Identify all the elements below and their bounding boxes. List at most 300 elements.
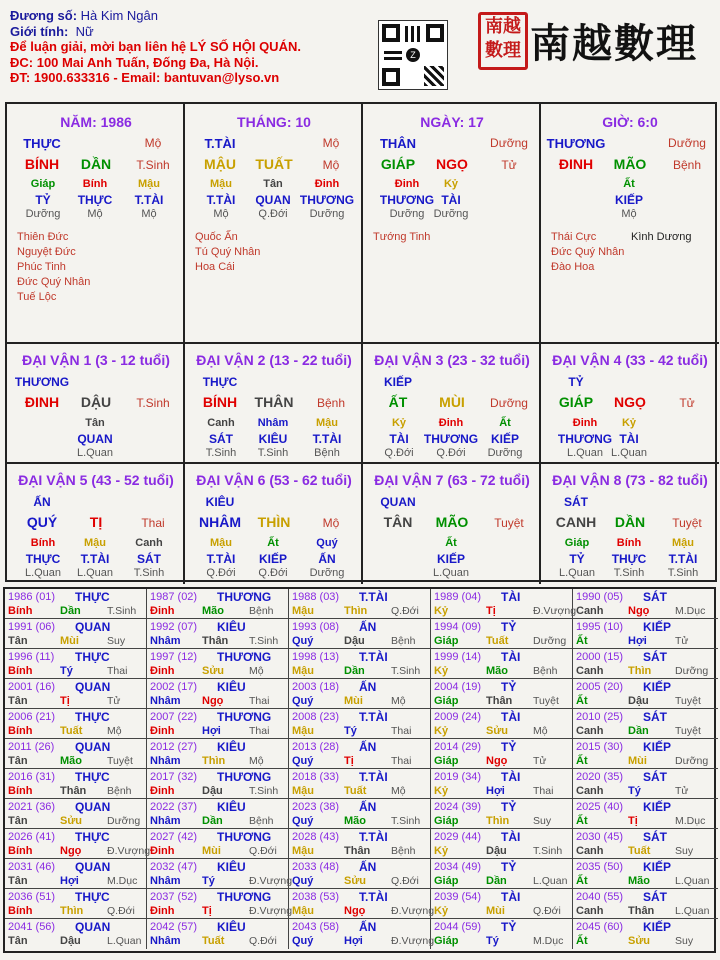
year-god: KIẾP [643,800,672,814]
year-label: 2000 (15) [576,651,624,663]
year-life: Đ.Vượng [107,845,151,857]
dai-van-hidden-life: Q.Đới [436,447,466,459]
pillar-top-god: THƯƠNG [546,136,606,151]
hidden-life: Dưỡng [25,208,61,220]
year-life: Mộ [391,785,406,797]
dai-van-hidden-god: QUAN [77,432,113,446]
year-stem: Đinh [150,665,175,677]
dai-van-god: THƯƠNG [14,375,70,389]
year-god: T.TÀI [359,770,388,784]
pillar-branch-life: Tử [501,158,517,172]
dai-van-branch: DẦN [614,514,646,530]
year-life: Q.Đới [391,875,419,887]
year-branch: Hợi [628,635,647,647]
year-god: KIẾP [643,860,672,874]
dai-van-branch: MÃO [435,514,469,530]
year-life: Bệnh [391,635,416,647]
annual-year-cell[interactable] [147,649,289,679]
annual-year-cell[interactable] [573,679,718,709]
year-branch: Tị [60,695,70,707]
annual-year-cell[interactable] [431,799,573,829]
dai-van-hidden-stem: Nhâm [257,417,289,429]
annual-year-cell[interactable] [147,619,289,649]
annual-year-cell[interactable] [147,829,289,859]
year-stem: Bính [8,905,33,917]
annual-year-cell[interactable] [573,589,718,619]
pillar-branch: NGỌ [436,156,468,172]
pillar-star: Đức Quý Nhân [551,246,625,258]
year-label: 1995 (10) [576,621,624,633]
annual-year-cell[interactable] [289,679,431,709]
year-god: TÀI [501,890,521,904]
year-god: ẤN [359,800,377,814]
year-branch: Tý [202,875,215,887]
year-branch: Tị [202,905,212,917]
year-stem: Quý [292,755,314,767]
dai-van-branch: NGỌ [614,394,646,410]
year-life: T.Sinh [391,665,421,677]
year-life: Mộ [391,695,406,707]
year-life: M.Dục [533,935,564,947]
hidden-life: Mộ [621,208,637,220]
dai-van-branch: MÙI [439,394,465,410]
dai-van-hidden-god: THỰC [25,552,61,566]
annual-year-cell[interactable] [147,709,289,739]
annual-year-cell[interactable] [5,649,147,679]
year-stem: Canh [576,605,604,617]
year-branch: Hợi [202,725,221,737]
annual-year-cell[interactable] [431,919,573,949]
annual-year-cell[interactable] [147,889,293,919]
annual-year-cell[interactable] [431,619,573,649]
annual-year-cell[interactable] [573,919,718,949]
dai-van-life: T.Sinh [136,396,170,410]
dai-van-hidden-stem: Mậu [316,417,338,429]
year-stem: Canh [576,725,604,737]
annual-year-cell[interactable] [5,769,147,799]
annual-year-cell[interactable] [147,589,289,619]
year-label: 2012 (27) [150,741,198,753]
year-stem: Nhâm [150,695,181,707]
annual-year-cell[interactable] [431,739,573,769]
year-life: L.Quan [675,905,710,917]
dai-van-hidden-stem: Mậu [84,537,106,549]
year-stem: Giáp [434,695,459,707]
dai-van-hidden-stem: Ất [445,537,457,549]
hidden-god: T.TÀI [206,193,236,207]
hidden-god: THỰC [77,193,113,207]
year-stem: Giáp [434,815,459,827]
annual-year-cell[interactable] [431,859,573,889]
year-branch: Thân [202,635,229,647]
year-branch: Mão [344,815,366,827]
annual-year-cell[interactable] [573,649,718,679]
annual-year-cell[interactable] [5,799,147,829]
year-life: Dưỡng [675,665,709,677]
annual-year-cell[interactable] [147,739,289,769]
pillar-stem: ĐINH [558,156,594,172]
year-god: ẤN [359,860,377,874]
year-branch: Tý [344,725,357,737]
dai-van-title: ĐẠI VẬN 1 (3 - 12 tuổi) [22,352,170,368]
dai-van-hidden-life: T.Sinh [257,447,289,459]
year-label: 2023 (38) [292,801,340,813]
year-label: 1990 (05) [576,591,624,603]
year-life: Thai [249,695,270,707]
dai-van-life: Dưỡng [490,396,528,410]
year-stem: Nhâm [150,935,181,947]
year-label: 2025 (40) [576,801,624,813]
year-label: 2004 (19) [434,681,482,693]
year-stem: Bính [8,845,33,857]
pillar-top-god: THỰC [23,136,61,151]
annual-year-cell[interactable] [289,709,431,739]
qr-code-icon[interactable]: Z [378,20,448,90]
annual-year-cell[interactable] [289,919,435,949]
year-branch: Tuất [486,635,509,647]
dai-van-hidden-stem: Kỷ [621,417,637,429]
annual-year-cell[interactable] [431,589,577,619]
year-life: T.Sinh [391,815,421,827]
annual-year-cell[interactable] [431,769,573,799]
dai-van-life: Mộ [322,516,340,530]
year-stem: Đinh [150,605,175,617]
year-life: Dưỡng [107,815,141,827]
annual-year-cell[interactable] [289,589,431,619]
annual-year-cell[interactable] [5,619,147,649]
year-label: 2037 (52) [150,891,198,903]
year-branch: Dậu [628,695,649,707]
annual-luck-grid [3,587,716,953]
dai-van-6 [185,464,363,584]
annual-year-cell[interactable] [431,829,573,859]
year-stem: Ất [576,695,588,707]
annual-year-cell[interactable] [431,889,573,919]
dai-van-hidden-god: ẤN [318,552,336,566]
year-life: Suy [107,635,126,647]
year-god: T.TÀI [359,710,388,724]
annual-year-cell[interactable] [573,799,718,829]
year-stem: Tân [8,875,28,887]
year-stem: Bính [8,605,33,617]
annual-year-cell[interactable] [289,739,431,769]
year-branch: Sửu [60,815,83,827]
year-branch: Dần [202,815,223,827]
year-life: Bệnh [391,845,416,857]
dai-van-hidden-life: T.Sinh [205,447,237,459]
pillar-star: Thái Cực [551,231,597,243]
year-label: 1989 (04) [434,591,482,603]
annual-year-cell[interactable] [5,889,147,919]
year-god: KIẾP [643,680,672,694]
year-label: 1994 (09) [434,621,482,633]
annual-year-cell[interactable] [573,859,718,889]
year-label: 2003 (18) [292,681,340,693]
year-stem: Mậu [292,785,314,797]
year-label: 2044 (59) [434,921,482,933]
year-life: Suy [533,815,552,827]
dai-van-god: TỶ [568,375,584,389]
year-god: QUAN [75,740,111,754]
year-life: T.Sinh [107,605,137,617]
year-stem: Bính [8,785,33,797]
year-god: T.TÀI [359,890,388,904]
year-label: 1999 (14) [434,651,482,663]
dai-van-3 [363,344,541,464]
year-life: Đ.Vượng [391,905,435,917]
hidden-god: THƯƠNG [299,193,355,207]
year-god: TÀI [501,590,521,604]
year-branch: Tuất [60,725,83,737]
year-branch: Sửu [202,665,225,677]
year-label: 1993 (08) [292,621,340,633]
year-life: Suy [675,935,694,947]
annual-year-cell[interactable] [5,589,147,619]
dai-van-hidden-life: Q.Đới [206,567,236,579]
dai-van-hidden-god: T.TÀI [312,432,342,446]
year-stem: Ất [576,635,588,647]
year-life: M.Dục [675,605,706,617]
annual-year-cell[interactable] [289,889,435,919]
pillar-star: Tướng Tinh [373,231,431,243]
year-god: KIẾP [643,620,672,634]
pillar-star: Phúc Tinh [17,261,66,273]
hidden-stem: Đinh [394,178,420,190]
year-branch: Thìn [628,665,652,677]
dai-van-title: ĐẠI VẬN 6 (53 - 62 tuổi) [196,472,352,488]
annual-year-cell[interactable] [147,919,289,949]
year-branch: Dần [486,875,507,887]
dai-van-hidden-god: KIẾP [258,552,287,566]
pillar-branch: TUẤT [255,156,293,172]
year-branch: Ngọ [202,695,224,707]
year-life: Q.Đới [249,935,277,947]
hidden-stem: Mậu [138,178,160,190]
year-label: 2017 (32) [150,771,198,783]
year-god: KIÊU [217,680,246,694]
dai-van-2 [185,344,363,464]
annual-year-cell[interactable] [289,769,431,799]
year-label: 2022 (37) [150,801,198,813]
year-life: Tuyệt [675,695,701,707]
year-god: TÀI [501,710,521,724]
dai-van-hidden-stem: Kỷ [391,417,407,429]
annual-year-cell[interactable] [289,859,431,889]
year-life: Thai [249,725,270,737]
year-stem: Ất [576,815,588,827]
year-stem: Kỷ [434,725,449,737]
annual-year-cell[interactable] [147,769,289,799]
year-god: THỰC [75,590,110,604]
dai-van-life: Bệnh [316,396,346,410]
year-branch: Tị [344,755,354,767]
pillars-grid [5,102,717,582]
year-stem: Đinh [150,905,175,917]
year-label: 2021 (36) [8,801,56,813]
year-branch: Dậu [60,935,81,947]
hidden-god: T.TÀI [134,193,164,207]
year-label: 2041 (56) [8,921,56,933]
year-god: SÁT [643,710,667,724]
pillar-extra-star: Kình Dương [631,231,692,243]
annual-year-cell[interactable] [573,889,718,919]
annual-year-cell[interactable] [573,739,718,769]
year-branch: Thìn [202,755,226,767]
year-god: THƯƠNG [217,590,272,604]
annual-year-cell[interactable] [573,769,718,799]
year-life: Thai [391,755,412,767]
dai-van-hidden-god: KIẾP [436,552,465,566]
dai-van-life: Tuyệt [494,516,524,530]
annual-year-cell[interactable] [147,859,293,889]
year-branch: Mùi [60,635,79,647]
year-stem: Canh [576,785,604,797]
year-stem: Giáp [434,635,459,647]
pillar-title: GIỜ: 6:0 [602,114,658,130]
year-branch: Sửu [486,725,509,737]
year-god: TỶ [501,620,517,634]
year-god: ẤN [359,920,377,934]
hidden-god: TỶ [35,193,51,207]
annual-year-cell[interactable] [289,619,431,649]
contact-line: Để luận giải, mời bạn liên hệ LÝ SỐ HỘI QUÁN. [10,39,301,54]
pillar-top-life: Mộ [322,136,340,150]
year-stem: Nhâm [150,815,181,827]
hidden-stem: Giáp [30,178,56,190]
year-label: 2035 (50) [576,861,624,873]
year-branch: Ngọ [486,755,508,767]
year-branch: Hợi [344,935,363,947]
year-god: THỰC [75,650,110,664]
year-stem: Nhâm [150,875,181,887]
year-god: THỰC [75,830,110,844]
year-stem: Giáp [434,755,459,767]
year-branch: Mùi [202,845,221,857]
hidden-life: Dưỡng [389,208,425,220]
year-label: 2036 (51) [8,891,56,903]
annual-year-cell[interactable] [289,649,431,679]
annual-year-cell[interactable] [289,799,431,829]
hidden-stem: Mậu [210,178,232,190]
year-label: 2019 (34) [434,771,482,783]
hidden-life: Dưỡng [433,208,469,220]
dai-van-hidden-god: T.TÀI [668,552,698,566]
year-branch: Thân [344,845,371,857]
pillar-top-life: Dưỡng [668,136,706,150]
pillar-branch-life: Bệnh [672,158,702,172]
dai-van-hidden-life: T.Sinh [613,567,645,579]
annual-year-cell[interactable] [5,859,147,889]
pillar-star: Tú Quý Nhân [195,246,261,258]
year-life: T.Sinh [249,635,279,647]
annual-year-cell[interactable] [5,679,147,709]
hidden-life: Q.Đới [258,208,288,220]
year-stem: Canh [576,845,604,857]
year-branch: Tuất [628,845,651,857]
year-branch: Hợi [486,785,505,797]
chart-header [10,8,301,86]
annual-year-cell[interactable] [5,709,147,739]
annual-year-cell[interactable] [431,679,573,709]
dai-van-hidden-life: Dưỡng [487,447,523,459]
year-god: T.TÀI [359,830,388,844]
year-branch: Tị [628,815,638,827]
year-branch: Dần [628,725,649,737]
pillar-star: Tuế Lộc [17,291,57,303]
year-stem: Tân [8,755,28,767]
pillar-3 [541,104,719,344]
year-label: 2014 (29) [434,741,482,753]
year-stem: Tân [8,635,28,647]
dai-van-hidden-life: T.Sinh [133,567,165,579]
year-branch: Tý [60,665,73,677]
year-stem: Canh [576,905,604,917]
annual-year-cell[interactable] [431,649,573,679]
pillar-stem: BÍNH [24,156,60,172]
year-life: L.Quan [533,875,568,887]
year-stem: Giáp [434,875,459,887]
year-label: 2007 (22) [150,711,198,723]
annual-year-cell[interactable] [573,709,718,739]
annual-year-cell[interactable] [431,709,573,739]
annual-year-cell[interactable] [5,919,147,949]
year-god: TÀI [501,830,521,844]
year-branch: Sửu [628,935,651,947]
year-stem: Mậu [292,905,314,917]
dai-van-hidden-god: TỶ [569,552,585,566]
annual-year-cell[interactable] [289,829,431,859]
year-stem: Nhâm [150,635,181,647]
year-life: Đ.Vượng [249,875,293,887]
annual-year-cell[interactable] [573,619,718,649]
annual-year-cell[interactable] [147,799,289,829]
dai-van-stem: NHÂM [199,514,241,530]
year-stem: Tân [8,815,28,827]
year-god: THƯƠNG [217,890,272,904]
pillar-branch-life: T.Sinh [136,158,170,172]
year-god: QUAN [75,680,111,694]
year-branch: Mão [202,605,224,617]
year-life: Thai [107,665,128,677]
dai-van-hidden-stem: Mậu [210,537,232,549]
annual-year-cell[interactable] [573,829,718,859]
year-life: Tử [107,695,121,707]
year-label: 2013 (28) [292,741,340,753]
dai-van-god: ẤN [33,495,51,509]
year-stem: Quý [292,695,314,707]
dai-van-hidden-stem: Bính [30,537,56,549]
gender-value: Nữ [75,23,94,39]
annual-year-cell[interactable] [5,739,147,769]
year-label: 2011 (26) [8,741,55,753]
year-god: SÁT [643,830,667,844]
dai-van-hidden-god: SÁT [137,552,161,566]
annual-year-cell[interactable] [147,679,289,709]
dai-van-4 [541,344,719,464]
hidden-stem: Ất [623,178,635,190]
hidden-god: QUAN [255,193,291,207]
year-label: 2040 (55) [576,891,624,903]
annual-year-cell[interactable] [5,829,151,859]
dai-van-branch: THÌN [257,514,291,530]
year-stem: Kỷ [434,665,449,677]
year-life: Bệnh [249,815,274,827]
year-stem: Nhâm [150,755,181,767]
year-branch: Dậu [202,785,223,797]
year-god: SÁT [643,770,667,784]
year-stem: Mậu [292,725,314,737]
dai-van-hidden-life: L.Quan [76,567,114,579]
